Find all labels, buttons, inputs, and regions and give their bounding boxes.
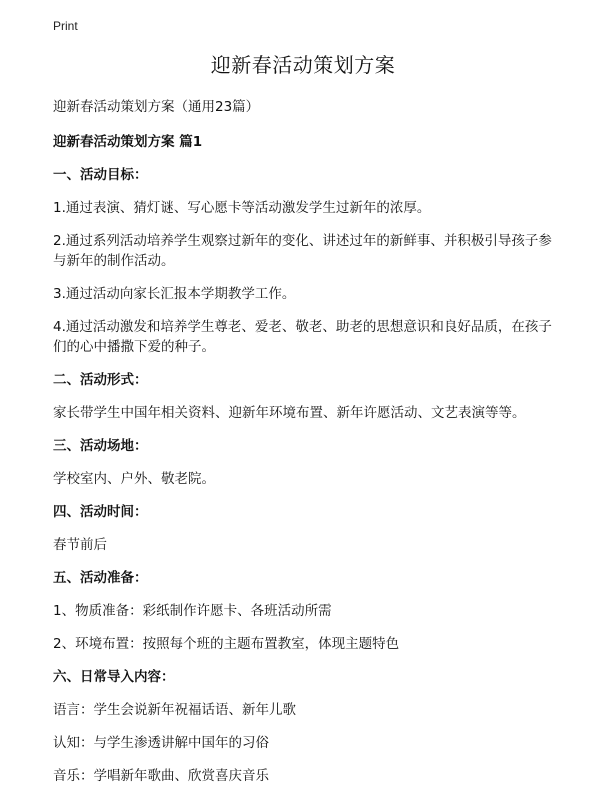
paragraph: 语言：学生会说新年祝福话语、新年儿歌 <box>53 702 296 718</box>
print-link[interactable]: Print <box>53 19 78 33</box>
paragraph: 4.通过活动激发和培养学生尊老、爱老、敬老、助老的思想意识和良好品质，在孩子们的心中播撒下爱的种子。 <box>53 319 552 355</box>
section-heading: 四、活动时间： <box>53 504 148 520</box>
document-title: 迎新春活动策划方案 <box>210 53 396 77</box>
paragraph: 2.通过系列活动培养学生观察过新年的变化、讲述过年的新鲜事、并积极引导孩子参与新年的制作活动。 <box>53 233 552 269</box>
paragraph: 家长带学生中国年相关资料、迎新年环境布置、新年许愿活动、文艺表演等等。 <box>53 405 526 421</box>
section-title: 迎新春活动策划方案 篇1 <box>53 134 203 150</box>
section-heading: 三、活动场地： <box>53 438 148 454</box>
paragraph: 2、环境布置：按照每个班的主题布置教室，体现主题特色 <box>53 636 400 652</box>
section-heading: 二、活动形式： <box>53 372 148 388</box>
paragraph: 音乐：学唱新年歌曲、欣赏喜庆音乐 <box>53 768 269 784</box>
paragraph: 认知：与学生渗透讲解中国年的习俗 <box>53 735 269 751</box>
document-page <box>53 50 553 799</box>
paragraph: 1、物质准备：彩纸制作许愿卡、各班活动所需 <box>53 603 332 619</box>
section-heading: 六、日常导入内容： <box>53 669 175 685</box>
paragraph: 学校室内、户外、敬老院。 <box>53 471 215 487</box>
section-heading: 五、活动准备： <box>53 570 148 586</box>
document-subtitle: 迎新春活动策划方案（通用23篇） <box>53 99 260 115</box>
paragraph: 1.通过表演、猜灯谜、写心愿卡等活动激发学生过新年的浓厚。 <box>53 200 431 216</box>
section-heading: 一、活动目标： <box>53 167 148 183</box>
paragraph: 3.通过活动向家长汇报本学期教学工作。 <box>53 286 296 302</box>
paragraph: 春节前后 <box>53 537 107 553</box>
